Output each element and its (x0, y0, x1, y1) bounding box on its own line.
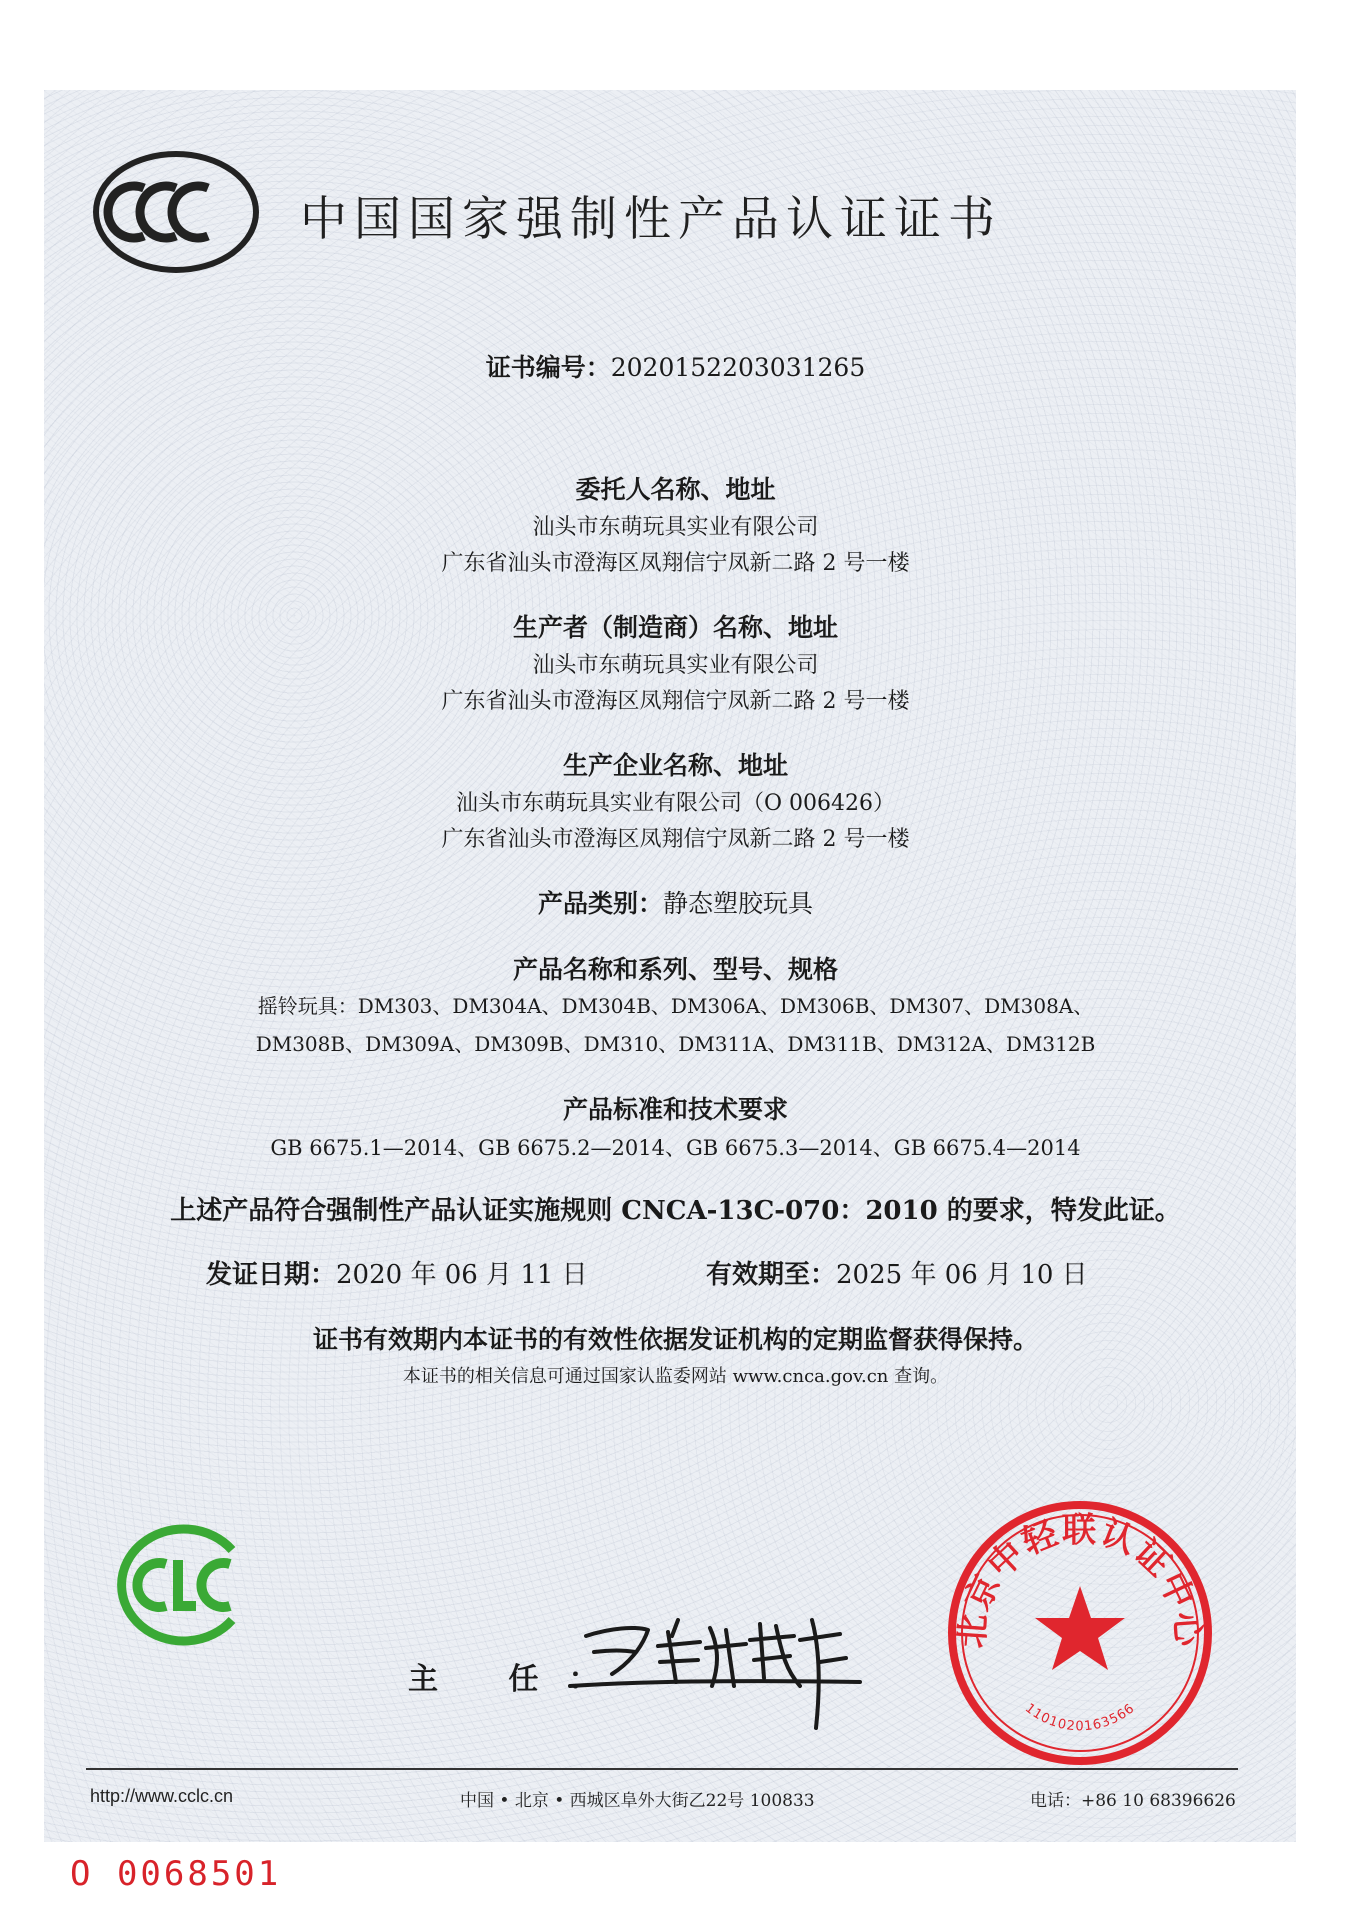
standards-heading: 产品标准和技术要求 (562, 1095, 788, 1124)
product-models-heading: 产品名称和系列、型号、规格 (512, 955, 838, 984)
certificate-number-value: 2020152203031265 (610, 353, 866, 382)
director-label: 主 任： (408, 1662, 629, 1697)
issue-date-label: 发证日期： (206, 1260, 337, 1290)
product-category (0, 884, 1351, 920)
product-category-label: 产品类别： (537, 889, 663, 918)
query-note: 本证书的相关信息可通过国家认监委网站 www.cnca.gov.cn 查询。 (402, 1366, 949, 1387)
factory-heading: 生产企业名称、地址 (562, 751, 788, 780)
expiry-date-value: 2025 年 06 月 10 日 (836, 1260, 1088, 1290)
factory-name: 汕头市东萌玩具实业有限公司（O 006426） (455, 791, 895, 816)
expiry-date (706, 1254, 1088, 1291)
standards-value: GB 6675.1—2014、GB 6675.2—2014、GB 6675.3—2014、GB 6675.4—2014 (270, 1136, 1081, 1160)
footer-address: 中国 • 北京 • 西城区阜外大街乙22号 100833 (460, 1791, 815, 1811)
product-category-value: 静态塑胶玩具 (663, 889, 814, 918)
seal-number: 1101020163566 (1022, 1700, 1138, 1735)
serial-number: O 0068501 (70, 1854, 282, 1894)
producer-heading: 生产者（制造商）名称、地址 (512, 613, 838, 642)
producer-name: 汕头市东萌玩具实业有限公司 (532, 653, 819, 678)
client-heading: 委托人名称、地址 (575, 475, 776, 504)
certificate-title: 中国国家强制性产品认证证书 (300, 192, 1002, 247)
conformity-statement: 上述产品符合强制性产品认证实施规则 CNCA-13C-070：2010 的要求，特发此证。 (170, 1196, 1181, 1226)
certificate-number-label: 证书编号： (485, 353, 611, 382)
certificate-number (0, 348, 1351, 384)
issue-date-value: 2020 年 06 月 11 日 (336, 1260, 588, 1290)
product-models-line-2: DM308B、DM309A、DM309B、DM310、DM311A、DM311B、DM312A、DM312B (255, 1032, 1096, 1056)
svg-text:1101020163566 (1022, 1701, 1138, 1734)
producer-address: 广东省汕头市澄海区凤翔信宁凤新二路 2 号一楼 (441, 689, 910, 714)
client-address: 广东省汕头市澄海区凤翔信宁凤新二路 2 号一楼 (441, 551, 910, 576)
seal-text: 北京中轻联认证中心 (952, 1510, 1208, 1650)
footer-website: http://www.cclc.cn (90, 1786, 234, 1806)
footer-divider (86, 1768, 1238, 1770)
validity-note: 证书有效期内本证书的有效性依据发证机构的定期监督获得保持。 (312, 1325, 1038, 1354)
footer-phone: 电话：+86 10 68396626 (1030, 1791, 1236, 1811)
director-signature (550, 1590, 880, 1730)
client-name: 汕头市东萌玩具实业有限公司 (532, 515, 819, 540)
ccc-logo (92, 150, 260, 274)
issue-date (206, 1254, 588, 1291)
clc-logo (104, 1520, 254, 1650)
expiry-date-label: 有效期至： (706, 1260, 837, 1290)
certification-seal (945, 1498, 1215, 1768)
product-models-line-1: 摇铃玩具：DM303、DM304A、DM304B、DM306A、DM306B、DM307、DM308A、 (257, 994, 1094, 1018)
factory-address: 广东省汕头市澄海区凤翔信宁凤新二路 2 号一楼 (441, 827, 910, 852)
